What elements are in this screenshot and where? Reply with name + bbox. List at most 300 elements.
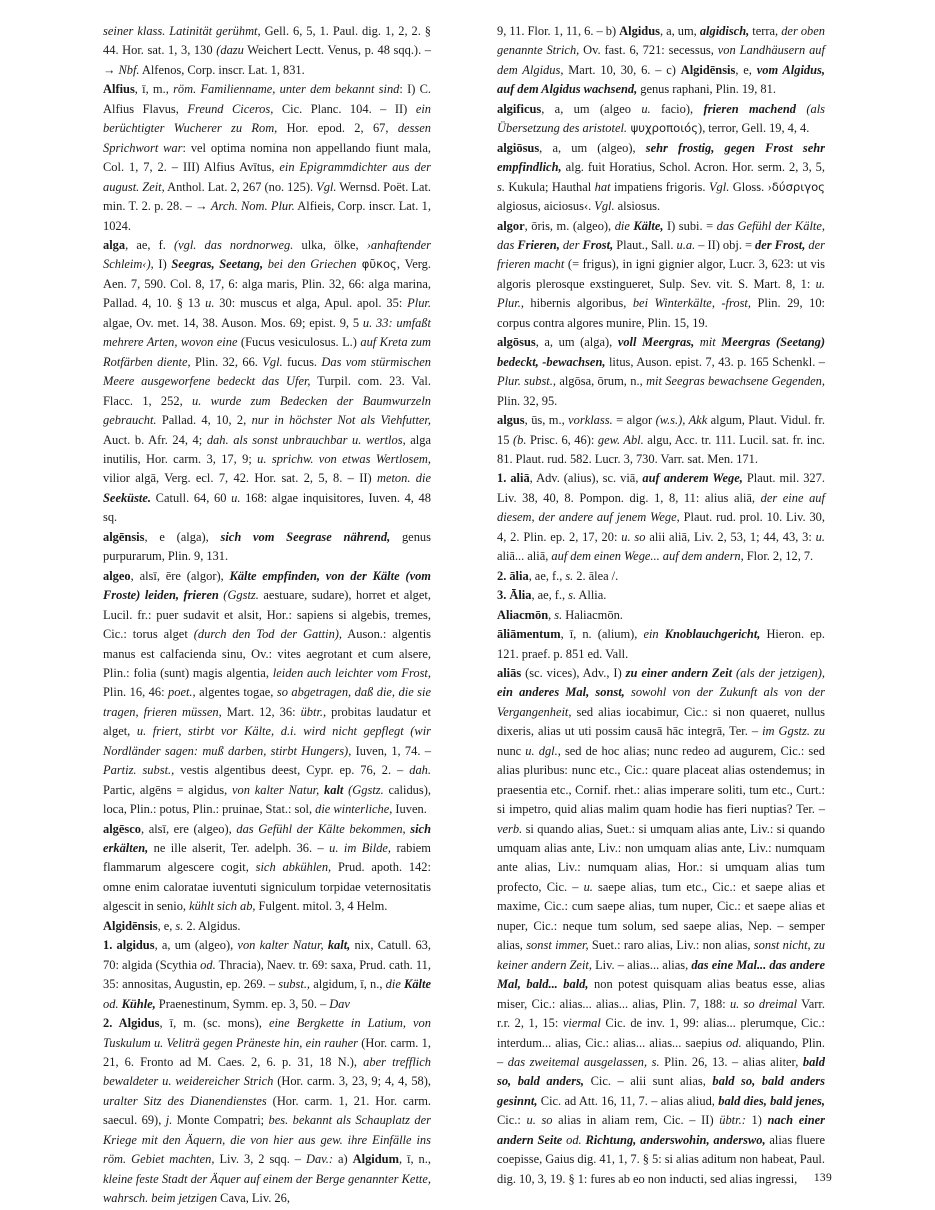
entry-note: kleine feste Stadt der Äquer auf einem der Berge genannter Kette, wahrsch. beim jetzigen [103,1171,431,1206]
entry-citation: Cava, Liv. 26, [217,1191,290,1206]
entry-note: (durch den Tod der Gattin), [193,627,343,642]
entry-gloss: bald dies, bald jenes, [718,1093,825,1108]
entry-note: meton. die [376,471,431,486]
entry-citation: Plin. 32, 66. [190,354,263,369]
entry-citation: Liv. – alias... alias, [591,957,692,972]
entry-citation: = algor [612,413,656,428]
entry-headword: 1. aliā [497,471,530,486]
entry-citation: Plaut. rud. prol. 10. Liv. 30, 4, 2. Plin. ep. 2, 17, 20: [497,510,826,544]
greek-text: δύσριγος [771,179,825,194]
entry-citation: Alfieis, Corp. inscr. Lat. 1, 1024. [103,199,431,233]
entry-citation: impatiens frigoris. [610,179,709,194]
entry-headword: alga [103,237,126,252]
entry-note: od. [726,1035,742,1050]
entry-citation: , alsī, ēre (algor), [130,568,230,583]
entry-citation: Praenestinum, Symm. ep. 3, 50. – [155,996,330,1011]
entry-citation: , [548,607,555,622]
entry-citation: Gell. 6, 5, 1. Paul. dig. 1, 2, 2. § 44. Hor. sat. 1, 3, 130 [103,24,431,58]
entry-note: eine Bergkette in Latium, von Tuskulum u. Veliträ gegen Präneste hin, ein rauher [103,1016,431,1050]
entry-note: u. 33: umfaßt mehrere Arten, wovon eine [103,315,431,350]
entry-citation: , ae, f., [528,568,566,583]
entry-note: Plur. subst., [497,374,556,389]
entry-citation: Thracia), Naev. tr. 69: saxa, Prud. cath. 11, 35: annositas, Augustin, ep. 269. – [103,957,431,992]
entry-citation: , e (alga), [144,529,221,544]
entry-note: nur in höchster Not als Viehfutter, [251,413,431,428]
dictionary-entry [497,625,825,664]
entry-note: u.a. [676,237,696,252]
entry-note: der [559,237,583,252]
entry-citation: Prud. apoth. 142: omne enim caloratae iuventuti signiculum torpidae veternositatis algescit in senio, [103,860,431,914]
entry-note: sich abkühlen, [255,860,332,875]
entry-citation: Alfenos, Corp. inscr. Lat. 1, 831. [139,62,305,77]
entry-citation: calidus), loca, Plin.: potus, Plin.: pruinae, Stat.: sol, [103,782,431,817]
entry-headword: algēnsis [103,529,145,544]
entry-citation: genus purpurarum, Plin. 9, 131. [103,529,431,564]
entry-citation: alsiosus. [614,199,661,214]
entry-note: die winterliche, [315,802,393,817]
entry-gloss: auf anderem Wege, [642,471,743,486]
entry-headword: algificus [497,101,542,116]
entry-headword: 2. Algidus [103,1016,160,1031]
entry-note: mit [694,335,722,350]
entry-note: u. dgl., [525,743,561,758]
entry-note: Vgl. [316,179,337,194]
entry-citation: sed alias iocabimur, Cic.: si non quaeret, nullus dixeris, alias ut uti possim causā hāc integrā, Ter. – [497,704,825,739]
left-text-column [103,22,432,1206]
entry-headword: algiōsus [497,140,540,155]
entry-citation: fucus. [282,354,322,369]
entry-citation: Mart. 12, 36: [221,704,301,719]
entry-note: s. [497,179,505,194]
entry-headword: algeo [103,568,131,583]
dictionary-entry [497,664,825,1189]
entry-citation: , ōris, m. (algeo), [524,218,615,233]
entry-note: Dav.: [305,1152,334,1167]
entry-citation: aestuare, sudare), horret et alget, Lucil. fr.: puer sudavit et alsit, Hor.: sapiens si algebis, tremes, Cic.: torus alget [103,588,431,642]
entry-note: bei den Griechen [263,257,357,272]
entry-citation: Flor. 2, 12, 7. [743,549,814,564]
entry-note: bes. bekannt als Schauplatz der Kriege mit den Äquern, die von hier aus gew. ihre Einfälle ins röm. Gebiet machten, [103,1113,431,1167]
dictionary-entry [497,469,825,566]
entry-citation: Wernsd. Poët. Lat. min. T. 2. p. 28. – → [103,179,432,214]
entry-citation: I) subi. = [663,218,717,233]
entry-citation: hibernis algoribus, [523,296,633,311]
entry-citation: algae, Ov. met. 14, 38. Auson. Mos. 69; epist. 9, 5 [103,315,363,330]
entry-gloss: nach einer andern Seite [497,1113,825,1147]
entry-note: sonst immer, [526,938,589,953]
entry-citation: Cic.: [497,1113,527,1128]
entry-headword: algōsus [497,335,536,350]
entry-note: von kalter Natur, [232,782,325,797]
entry-note: (als Übersetzung des aristotel. [497,101,825,136]
entry-note: (als der jetzigen), [732,665,826,680]
entry-citation: terra, [749,24,782,38]
entry-headword: aliās [497,665,522,680]
entry-citation: Liv. 3, 2 sqq. – [214,1152,306,1167]
entry-note: (b. [512,432,527,447]
entry-note: dessen Sprichwort war [103,121,431,155]
entry-gloss: vom Algidus, auf dem Algidus wachsend, [497,62,825,97]
entry-note: u. [583,879,593,894]
entry-note: auf Kreta zum Rotfärben diente, [103,335,432,369]
entry-note: so abgetragen, daß die, die sie tragen, frieren müssen, [103,685,431,719]
dictionary-entry [497,411,825,469]
entry-note: od. [562,1132,586,1147]
entry-note: das zweitemal ausgelassen, s. [507,1055,660,1070]
entry-citation: Auson.: algentis manus est calfacienda sinu, Ov.: vites aegrotant et cum alsere, Plin.: folia (sunt) magis algentia, [103,627,431,680]
entry-note: u. [815,529,825,544]
entry-note: von kalter Natur, [237,938,328,953]
dictionary-entry [497,567,825,586]
entry-note: leiden auch leichter vom Frost, [272,665,431,680]
entry-gloss: Frost, [582,237,614,252]
entry-gloss: Kälte, [633,218,664,233]
page-number: 139 [813,1172,832,1184]
entry-headword: Aliacmōn [497,607,549,622]
entry-note: der eine auf diesem, der andere auf jenem Wege, [497,490,825,525]
entry-citation: nunc [497,743,526,758]
entry-headword: algus [497,413,525,428]
entry-citation: Gloss. › [729,179,772,194]
entry-note: gew. Abl. [597,432,644,447]
entry-note: ein Epigrammdichter aus der august. Zeit, [103,160,431,194]
entry-citation: Pallad. 4, 10, 2, [156,413,252,428]
entry-note: Freund Ciceros, [187,101,274,116]
dictionary-entry [103,528,431,567]
entry-note: von Landhäusern auf dem Algidus, [497,43,825,77]
dictionary-entry [497,100,825,139]
entry-note: mit Seegras bewachsene Gegenden, [646,374,825,389]
entry-citation: aliā... aliā, [497,549,552,564]
entry-citation: Plaut. mil. 327. Liv. 38, 40, 8. Pompon. dig. 1, 8, 11: alius aliā, [497,471,825,505]
entry-headword: 2. ālia [497,568,529,583]
entry-note: Partiz. subst., [103,763,175,778]
entry-note: röm. Familienname, unter dem bekannt sind [173,82,400,97]
entry-citation: , ī, m., [134,82,174,97]
entry-citation: , ae, f. [125,237,174,252]
entry-citation: algentes togae, [195,685,277,700]
entry-note: u. friert, stirbt vor Kälte, d.i. wird nicht gepflegt (wir Nordländer sagen: muß darben, stirbt Hungers), [103,724,431,758]
entry-note: u. [231,490,241,505]
entry-note: s. [175,918,184,933]
entry-headword: algor [497,218,525,233]
entry-citation: , Verg. Aen. 7, 590. Col. 8, 17, 6: alga maris, Plin. 32, 66: alga marina, Pallad. 4, 10. § 13 [103,257,431,311]
entry-headword: Algidēnsis [680,62,736,77]
entry-note: kühlt sich ab, [189,899,256,914]
entry-note: ein berüchtigter Wucherer zu Rom, [103,101,432,136]
entry-citation: , a, um (algeo), [154,938,238,953]
entry-note: Nbf. [118,62,140,77]
entry-headword: Algidum [352,1152,399,1167]
entry-citation: algum, Plaut. Vidul. fr. 15 [497,413,825,447]
entry-note: u. wurde zum Bedecken der Baumwurzeln gebraucht. [103,393,432,428]
entry-gloss: ein anderes Mal, sonst, [497,685,625,700]
entry-citation: alias fluere coepisse, Gaius dig. 41, 1, 7. § 5: si alias aditum non habeat, Paul. dig. 10, 3, 19. § 1: fures ab eo non inducti, sed alias ingressi, [497,1132,825,1186]
entry-citation: (sc. vices), Adv., I) [521,665,626,680]
entry-gloss: Meergras (Seetang) bedeckt, -bewachsen, [497,335,825,369]
entry-note: od. [200,957,216,972]
entry-note: u. [205,296,215,311]
entry-citation: algidum, ī, n., [310,977,386,992]
entry-citation: 1) [745,1113,768,1128]
entry-note: der oben genannte Strich, [497,24,825,58]
entry-citation: nix, Catull. 63, 70: algida (Scythia [103,938,431,972]
entry-headword: āliāmentum [497,627,561,642]
entry-gloss: kalt, [327,938,351,953]
entry-note: übtr., [300,704,327,719]
entry-note: u. [641,101,651,116]
entry-note: sowohl von der Zukunft als von der Vergangenheit, [497,685,825,719]
dictionary-entry [103,80,431,236]
entry-citation: facio), [650,101,704,116]
entry-citation: , a, um (algeo [541,101,642,116]
dictionary-entry [103,917,431,936]
entry-note: (Ggstz. [343,782,384,797]
entry-note: die [385,977,405,992]
entry-note: subst., [278,977,311,992]
entry-gloss: Richtung, anderswohin, anderswo, [585,1132,766,1147]
dictionary-entry [103,820,431,917]
entry-note: viermal [562,1016,601,1031]
entry-citation: Plin. 32, 95. [497,393,558,408]
entry-citation: Varr. r.r. 2, 1, 15: [497,996,825,1031]
entry-citation: Allia. [576,588,607,603]
entry-note: u. sprichw. von etwas Wertlosem, [257,451,431,466]
entry-citation: 30: muscus et alga, Apul. apol. 35: [214,296,408,311]
dictionary-entry [103,936,431,1014]
entry-citation: , a, um (algeo), [539,140,646,155]
entry-citation: Hor. epod. 2, 67, [277,121,398,136]
entry-citation: Catull. 64, 60 [151,490,232,505]
entry-citation: Partic, algēns = algidus, [103,782,232,797]
entry-gloss: Frieren, [517,237,560,252]
entry-citation: probitas laudatur et alget, [103,704,431,739]
entry-citation: ), terror, Gell. 19, 4, 4. [698,121,810,136]
entry-citation: sed de hoc alias; nunc redeo ad augurem, Cic.: sed alias pluribus: nunc etc., Cic.: quare placeat alias ostendemus; in praesentia etc., Cornif. rhet.: alias imperare soliti, tum etc., Curt.: si impetro, quid alias malim quam hodie has fieri nuptias? Ter. – [497,743,825,817]
entry-citation: Cic. de inv. 1, 99: alias... plerumque, Cic.: interdum... alias, Cic.: alias... alias... saepius [497,1016,825,1050]
entry-note: auf dem einen Wege... auf dem andern, [551,549,744,564]
entry-citation: Plin. 29, 10: corpus contra algores munire, Plin. 15, 19. [497,296,825,330]
entry-citation: algu, Acc. tr. 111. Lucil. sat. fr. inc. 81. Plaut. rud. 582. Lucr. 3, 730. Varr. sat. Men. 171. [497,432,826,466]
entry-gloss: Kühle, [121,996,156,1011]
entry-gloss: zu einer andern Zeit [625,665,733,680]
dictionary-entry [497,139,825,217]
entry-note: seiner klass. Latinität gerühmt, [103,24,261,38]
entry-note: s. [568,588,577,603]
entry-citation: , e, [735,62,757,77]
entry-citation: litus, Auson. epist. 7, 43. p. 165 Schenkl. – [605,354,825,369]
entry-note: Dav [329,996,350,1011]
entry-citation: (Hor. carm. 1, 21. Hor. carm. saecul. 69), [103,1093,431,1128]
entry-citation: Suet.: raro alias, Liv.: non alias, [588,938,754,953]
entry-note: dah. als sonst unbrauchbar u. wertlos, [206,432,406,447]
entry-note: das Gefühl der Kälte, das [497,218,825,252]
entry-citation: alga inutilis, Hor. carm. 3, 17, 9; [103,432,431,466]
dictionary-entry [497,606,825,625]
entry-citation: Cic. Planc. 104. – II) [273,101,416,116]
entry-note: bei Winterkälte, -frost, [632,296,751,311]
entry-note: s. [565,568,574,583]
entry-citation: genus raphani, Plin. 19, 81. [637,82,776,97]
entry-citation: Ov. fast. 6, 721: secessus, [579,43,718,58]
entry-citation: Hieron. ep. 121. praef. p. 851 ed. Vall. [497,627,825,661]
entry-citation: Prisc. 6, 46): [526,432,598,447]
entry-note: sonst nicht, zu keiner andern Zeit, [497,938,825,972]
entry-note: im Ggstz. zu [762,724,825,739]
entry-citation: Monte Compatri; [172,1113,269,1128]
entry-citation: non potest quisquam alias beatus esse, alias miser, Cic.: alias... alias... alias, Plin. 7, 188: [497,977,825,1011]
entry-citation: Mart. 10, 30, 6. – c) [563,62,681,77]
entry-note: das Gefühl der Kälte bekommen, [236,821,411,836]
entry-gloss: Seeküste. [103,490,152,505]
greek-text: ψυχροποιός [627,121,699,136]
entry-gloss: der Frost, [755,237,806,252]
entry-citation: 168: algae inquisitores, Iuven. 4, 48 sq. [103,490,431,525]
entry-note: übtr.: [719,1113,746,1128]
entry-citation: , a, um (alga), [535,335,618,350]
entry-citation: , ae, f., [531,588,569,603]
entry-note: Plur. [407,296,431,311]
entry-citation: alii aliā, Liv. 2, 53, 1; 44, 43, 3: [645,529,816,544]
entry-note: Vgl. [594,199,615,214]
entry-note: vorklass. [568,413,613,428]
entry-citation: Weichert Lectt. Venus, p. 48 sqq.). – → [103,43,432,77]
entry-gloss: das eine Mal... das andere Mal, bald... bald, [497,957,825,992]
entry-headword: Algidēnsis [103,918,158,933]
entry-headword: algēsco [103,821,141,836]
entry-note: die [614,218,634,233]
entry-citation: aliquando, Plin. – [497,1035,825,1070]
entry-note: (w.s.), Akk [655,413,708,428]
entry-note: j. [165,1113,173,1128]
entry-gloss: Kälte empfinden, von der Kälte (vom Froste) leiden, frieren [103,568,431,603]
entry-note: Vgl. [708,179,730,194]
entry-gloss: frieren machend [703,101,796,116]
entry-gloss: Kälte [404,977,431,992]
entry-citation: (Hor. carm. 3, 23, 9; 4, 4, 58), [273,1074,432,1089]
entry-citation: , e, [157,918,176,933]
entry-gloss: sehr frostig, gegen Frost sehr empfindlich, [497,140,825,175]
entry-citation: 2. ālea /. [573,568,619,583]
entry-citation: , ī, m. (sc. mons), [159,1016,269,1031]
dictionary-entry [497,333,825,411]
dictionary-entry [103,567,431,820]
entry-note: (dazu [216,43,244,58]
entry-gloss: bald so, bald anders, [497,1055,825,1089]
entry-citation: rabiem flammarum algescere cogit, [103,841,431,875]
dictionary-entry [497,22,825,100]
entry-citation: ulka, ölke, [293,237,367,252]
entry-citation: : I) C. Alfius Flavus, [103,82,431,116]
entry-note: aber trefflich bewaldeter u. weidereicher Strich [103,1055,431,1089]
entry-citation: Fulgent. mitol. 3, 4 Helm. [255,899,388,914]
entry-citation: Plin. 26, 13. – alias aliter, [659,1055,803,1070]
entry-gloss: algidisch, [699,24,750,38]
entry-note: dah. [409,763,431,778]
entry-citation: Haliacmōn. [562,607,623,622]
dictionary-entry [103,22,431,80]
entry-note: ein [643,627,665,642]
entry-note: Das vom stürmischen Meere ausgeworfene bedeckt das Ufer, [103,354,431,389]
entry-citation: Kukula; Hauthal [504,179,595,194]
entry-citation: I) [153,257,172,272]
entry-headword: Alfius [103,82,135,97]
entry-citation: saepe alias, tum etc., Cic.: et saepe alias et maxime, Cic.: cum saepe alias, tum nuper, Cic.: et saepe alias et nuper, Cic.: neque tum solum, sed saepe alias, Nep. – semper alias, [497,879,825,953]
entry-note: der frieren macht [497,237,825,272]
entry-note: u. Plur., [497,276,825,311]
entry-citation: 2. Algidus. [183,918,241,933]
entry-note: u. so dreimal [729,996,798,1011]
entry-gloss: Knoblauchgericht, [664,627,761,642]
entry-note: (vgl. das nordnorweg. [173,237,294,252]
entry-citation: algiosus, aiciosus‹. [497,199,595,214]
entry-gloss: Seegras, Seetang, [171,257,264,272]
entry-headword: 3. Ālia [497,588,532,603]
entry-citation: 9, 11. Flor. 1, 11, 6. – b) [497,24,620,38]
entry-note: hat [594,179,611,194]
entry-citation: Auct. b. Afr. 24, 4; [103,432,207,447]
entry-note: u. im Bilde, [329,841,392,856]
entry-citation: Turpil. com. 23. Val. Flacc. 1, 252, [103,374,431,408]
entry-citation: (= frigus), in igni gignier algor, Lucr. 3, 623: ut vis algoris plerosque exstingueret, Sulp. Sev. vit. S. Mart. 8, 1: [497,257,825,291]
entry-citation: , ī, n. (alium), [560,627,644,642]
entry-citation: , ī, n., [398,1152,431,1167]
entry-citation: Cic. ad Att. 16, 11, 7. – alias aliud, [537,1093,719,1108]
entry-citation: (Hor. carm. 1, 21, 6. Fronto ad M. Caes. 2, 6. p. 31, 18 N.), [103,1035,431,1070]
entry-citation: Plin. 16, 46: [103,685,169,700]
entry-citation: vestis algentibus deest, Cypr. ep. 76, 2. – [174,763,410,778]
entry-citation: , Adv. (alius), sc. viā, [529,471,643,486]
entry-citation: alg. fuit Horatius, Schol. Acron. Hor. serm. 2, 3, 5, [561,160,825,175]
entry-citation: Anthol. Lat. 2, 267 (no. 125). [164,179,317,194]
entry-citation: – II) obj. = [695,237,755,252]
entry-citation: si quando alias, Suet.: si umquam alias ante, Liv.: si quando umquam alias ante, Liv.: non umquam alias ante, Liv.: numquam ante alias, Liv.: numquam alias, Hor.: si umquam alias tum profecto, Cic. – [497,821,825,894]
entry-gloss: sich vom Seegrase nährend, [220,529,391,544]
entry-citation: Iuven. [392,802,427,817]
entry-citation: (Fucus vesiculosus. L.) [237,335,361,350]
entry-note: Vgl. [262,354,283,369]
entry-citation: algōsa, ōrum, n., [555,374,647,389]
entry-note: (Ggstz. [218,588,259,603]
dictionary-entry [497,586,825,605]
entry-headword: 1. algidus [103,938,155,953]
entry-citation: , ūs, m., [524,413,569,428]
dictionary-entry [103,1014,431,1209]
entry-note: verb. [497,821,523,836]
entry-citation: alias in aliam rem, Cic. – II) [552,1113,720,1128]
entry-headword: Algidus [619,24,660,38]
entry-citation: ne ille alserit, Ter. adelph. 36. – [148,841,330,856]
dictionary-entry [103,236,431,528]
entry-note: ›anhaftender Schleim‹), [103,237,431,272]
entry-gloss: voll Meergras, [617,335,695,350]
entry-citation: vilior algā, Verg. ecl. 7, 42. Hor. sat. 2, 5, 8. – II) [103,471,377,486]
entry-citation: Iuven, 1, 74. – [351,743,431,758]
entry-citation: Plaut., Sall. [613,237,677,252]
entry-note: poet., [168,685,196,700]
entry-gloss: kalt [324,782,344,797]
entry-citation: , a, um, [659,24,700,38]
entry-citation: , alsī, ere (algeo), [141,821,237,836]
entry-gloss: sich erkälten, [103,821,431,856]
greek-text: φῦκος [356,257,397,272]
entry-note: uralter Sitz des Dianendienstes [103,1093,267,1108]
entry-note: u. so [526,1113,553,1128]
entry-note: od. [103,996,122,1011]
entry-note: Arch. Nom. Plur. [210,199,295,214]
entry-citation: a) [333,1152,353,1167]
entry-citation: : vel optima nomina non appellando fiunt mala, Col. 1, 7, 2. – III) Alfius Avītus, [103,140,431,175]
